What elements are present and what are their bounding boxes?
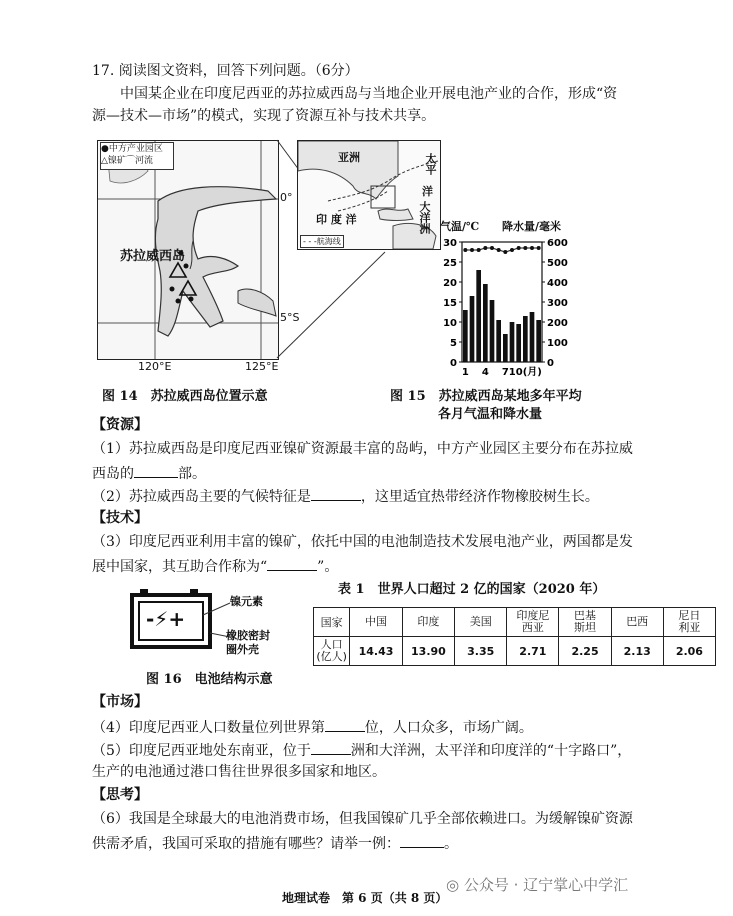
table-cell-population: 2.13 <box>611 637 663 666</box>
q3-line-a: （3）印度尼西亚利用丰富的镍矿，依托中国的电池制造技术发展电池产业，两国都是发 <box>92 534 633 550</box>
x-tick-label: 4 <box>481 367 489 378</box>
x-tick-label: 7 <box>501 367 509 378</box>
table-cell-country: 巴基 斯坦 <box>559 608 611 637</box>
question-title: 17. 阅读图文资料，回答下列问题。（6分） <box>92 63 359 79</box>
y-left-tick-label: 10 <box>443 318 457 329</box>
q3-line-b: 展中国家，其互助合作称为“ ”。 <box>92 556 338 576</box>
temperature-point <box>463 248 467 252</box>
precipitation-bar <box>496 320 501 362</box>
x-tick-label: 1 <box>461 367 469 378</box>
lat-0-label: 0° <box>280 191 293 204</box>
intro-line-1: 中国某企业在印度尼西亚的苏拉威西岛与当地企业开展电池产业的合作，形成“资 <box>120 86 618 102</box>
q6-line-b: 供需矛盾，我国可采取的措施有哪些？请举一例： 。 <box>92 833 458 853</box>
table-cell-population: 2.06 <box>663 637 715 666</box>
temperature-point <box>517 246 521 250</box>
route-dashed-icon: - - - <box>303 237 317 246</box>
x-tick-label: 10(月) <box>508 367 542 378</box>
climate-chart-svg <box>440 232 580 380</box>
temperature-point <box>490 246 494 250</box>
q1-answer-blank[interactable] <box>134 463 178 478</box>
section-market: 【市场】 <box>92 694 148 710</box>
pacific-label-2: 洋 <box>422 185 433 198</box>
y-right-tick-label: 600 <box>547 238 568 249</box>
battery-figure <box>130 585 300 655</box>
rubber-seal-label-2: 圈外壳 <box>226 643 259 656</box>
table-cell-population: 2.25 <box>559 637 611 666</box>
temperature-point <box>530 246 534 250</box>
section-tech: 【技术】 <box>92 510 148 526</box>
table1-title: 表 1 世界人口超过 2 亿的国家（2020 年） <box>338 582 606 597</box>
pacific-label: 太平 <box>424 153 437 175</box>
watermark: ◎ 公众号 · 辽宁掌心中学汇 <box>446 876 629 894</box>
page-footer: 地理试卷 第 6 页（共 8 页） <box>282 891 448 905</box>
battery-symbol: -⚡+ <box>146 607 186 631</box>
intro-line-2: 源—技术—市场”的模式，实现了资源互补与技术共享。 <box>92 108 436 124</box>
temperature-point <box>470 248 474 252</box>
precipitation-bar <box>536 320 541 362</box>
section-think: 【思考】 <box>92 787 148 803</box>
precipitation-bar <box>476 270 481 362</box>
rubber-seal-label-1: 橡胶密封 <box>226 629 270 642</box>
table-cell-population: 3.35 <box>455 637 507 666</box>
q2-line: （2）苏拉威西岛主要的气候特征是 ，这里适宜热带经济作物橡胶树生长。 <box>92 486 599 506</box>
temperature-line <box>465 248 538 252</box>
lon-125-label: 125°E <box>245 360 279 373</box>
nickel-triangle-icon: △ <box>101 156 108 166</box>
table-cell-population: 14.43 <box>350 637 402 666</box>
q5-answer-blank[interactable] <box>311 740 351 755</box>
island-label: 苏拉威西岛 <box>120 249 186 264</box>
temperature-point <box>510 248 514 252</box>
y-right-tick-label: 100 <box>547 338 568 349</box>
table-cell-country: 印度 <box>402 608 454 637</box>
table-cell-population: 2.71 <box>507 637 559 666</box>
temperature-point <box>523 246 527 250</box>
oceania-label: 大洋洲 <box>418 201 431 234</box>
y-right-tick-label: 0 <box>547 358 554 369</box>
temperature-point <box>477 248 481 252</box>
precipitation-bar <box>516 324 521 362</box>
precipitation-bar <box>463 310 468 362</box>
inset-map <box>297 140 441 250</box>
q5-line-b: 生产的电池通过港口售往世界很多国家和地区。 <box>92 764 386 780</box>
q1-line-a: （1）苏拉威西岛是印度尼西亚镍矿资源最丰富的岛屿，中方产业园区主要分布在苏拉威 <box>92 441 633 457</box>
q2-answer-blank[interactable] <box>311 486 361 501</box>
q4-answer-blank[interactable] <box>325 717 365 732</box>
y-left-tick-label: 20 <box>443 278 457 289</box>
y-left-tick-label: 15 <box>443 298 457 309</box>
river-line-icon: ⌒ <box>125 156 135 166</box>
precipitation-bar <box>490 300 495 362</box>
fig15-caption-1: 图 15 苏拉威西岛某地多年平均 <box>390 389 582 404</box>
temperature-point <box>497 248 501 252</box>
y-left-tick-label: 30 <box>443 238 457 249</box>
table-cell-population: 13.90 <box>402 637 454 666</box>
park-dot-icon: ● <box>101 144 109 154</box>
precipitation-bar <box>510 322 515 362</box>
y-right-tick-label: 300 <box>547 298 568 309</box>
legend-nickel-river: △镍矿⌒河流 <box>101 156 153 166</box>
table-cell-country: 印度尼 西亚 <box>507 608 559 637</box>
y-left-tick-label: 25 <box>443 258 457 269</box>
temperature-point <box>483 246 487 250</box>
fig15-caption-2: 各月气温和降水量 <box>438 407 543 422</box>
q1-line-b: 西岛的 部。 <box>92 463 206 483</box>
table-header-population: 人口 (亿人) <box>314 637 350 666</box>
precipitation-bar <box>530 312 535 362</box>
lon-120-label: 120°E <box>138 360 172 373</box>
climate-chart <box>440 218 580 378</box>
precipitation-bar <box>483 284 488 362</box>
sulawesi-map <box>97 140 300 360</box>
route-legend: - - -航海线 <box>300 235 344 248</box>
y-left-tick-label: 5 <box>450 338 457 349</box>
y-right-label: 降水量/毫米 <box>502 220 562 233</box>
precipitation-bar <box>523 316 528 362</box>
legend-park: ●中方产业园区 <box>101 144 163 154</box>
asia-label: 亚洲 <box>338 151 360 164</box>
population-table <box>313 607 716 666</box>
wechat-icon: ◎ <box>446 876 460 894</box>
table-row-countries <box>314 608 716 637</box>
q3-answer-blank[interactable] <box>267 556 317 571</box>
lat-5s-label: 5°S <box>280 311 300 324</box>
temperature-point <box>537 246 541 250</box>
q4-line: （4）印度尼西亚人口数量位列世界第 位，人口众多，市场广阔。 <box>92 717 533 737</box>
q5-line-a: （5）印度尼西亚地处东南亚，位于 洲和大洋洲，太平洋和印度洋的“十字路口”， <box>92 740 631 760</box>
table-cell-country: 巴西 <box>611 608 663 637</box>
table-cell-country: 美国 <box>455 608 507 637</box>
y-left-tick-label: 0 <box>450 358 457 369</box>
y-right-tick-label: 400 <box>547 278 568 289</box>
y-right-tick-label: 500 <box>547 258 568 269</box>
map-legend <box>100 142 174 170</box>
precipitation-bar <box>470 296 475 362</box>
y-left-label: 气温/℃ <box>440 220 480 233</box>
section-resource: 【资源】 <box>92 417 148 433</box>
fig16-caption: 图 16 电池结构示意 <box>146 672 273 687</box>
temperature-point <box>503 250 507 254</box>
q6-line-a: （6）我国是全球最大的电池消费市场，但我国镍矿几乎全部依赖进口。为缓解镍矿资源 <box>92 811 633 827</box>
nickel-element-label: 镍元素 <box>230 595 263 608</box>
y-right-tick-label: 200 <box>547 318 568 329</box>
q6-answer-blank[interactable] <box>400 833 444 848</box>
table-cell-country: 中国 <box>350 608 402 637</box>
table-cell-country: 尼日 利亚 <box>663 608 715 637</box>
precipitation-bar <box>503 334 508 362</box>
table-header-country: 国家 <box>314 608 350 637</box>
indian-ocean-label: 印 度 洋 <box>316 213 357 226</box>
table-row-population <box>314 637 716 666</box>
fig14-caption: 图 14 苏拉威西岛位置示意 <box>102 389 268 404</box>
